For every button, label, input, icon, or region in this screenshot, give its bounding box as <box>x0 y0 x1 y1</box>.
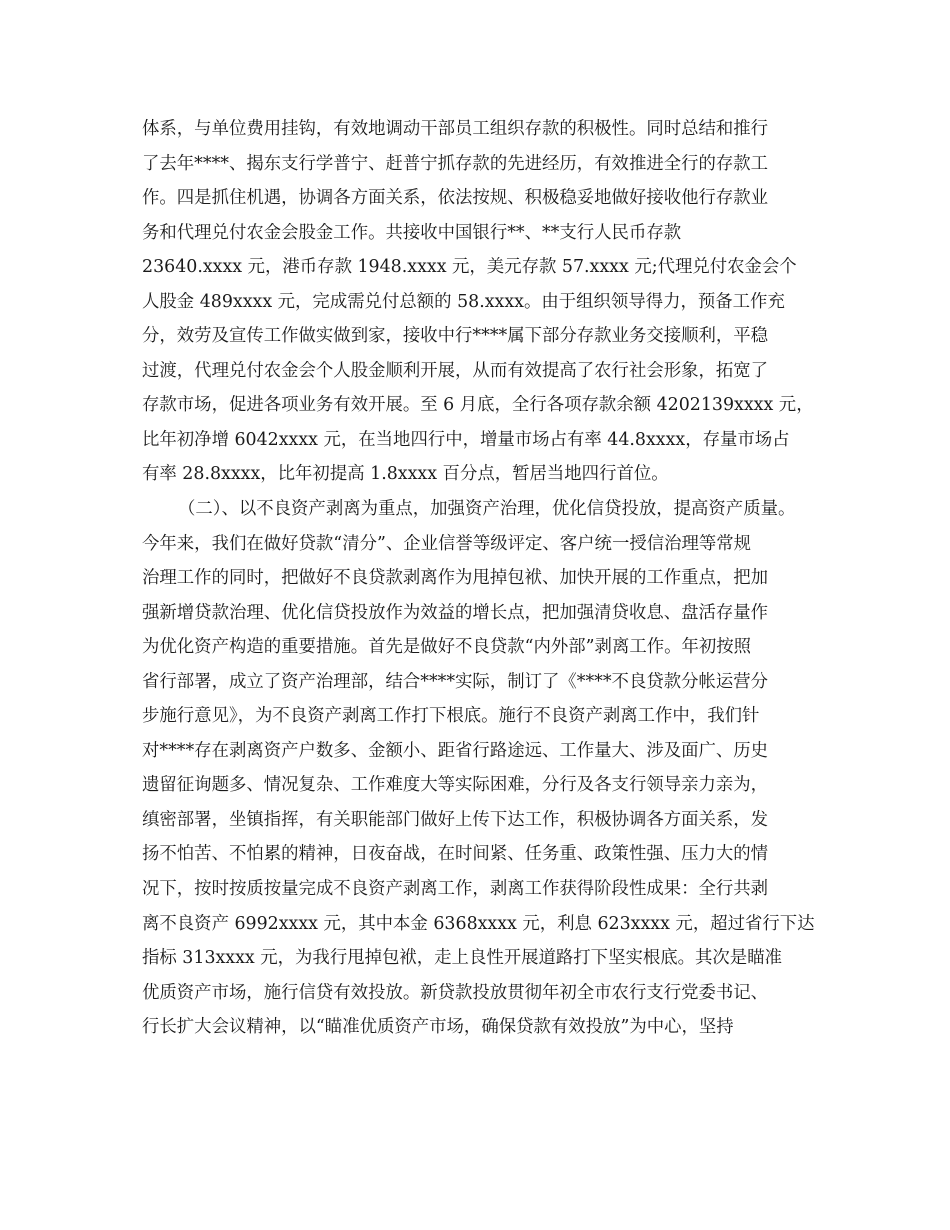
text-line: 缜密部署，坐镇指挥，有关职能部门做好上传下达工作，积极协调各方面关系，发 <box>142 809 769 830</box>
text-line: 务和代理兑付农金会股金工作。共接收中国银行**、**支行人民币存款 <box>142 222 682 243</box>
text-line: 扬不怕苦、不怕累的精神，日夜奋战，在时间紧、任务重、政策性强、压力大的情 <box>142 844 769 865</box>
text-line: 过渡，代理兑付农金会个人股金顺利开展，从而有效提高了农行社会形象，拓宽了 <box>142 360 769 381</box>
text-line: 为优化资产构造的重要措施。首先是做好不良贷款“内外部”剥离工作。年初按照 <box>142 637 752 658</box>
text-line: 体系，与单位费用挂钩，有效地调动干部员工组织存款的积极性。同时总结和推行 <box>142 119 769 139</box>
text-line: 比年初净增 6042xxxx 元，在当地四行中，增量市场占有率 44.8xxxx，存量市场占 <box>142 429 790 450</box>
text-line: 步施行意见》，为不良资产剥离工作打下根底。施行不良资产剥离工作中，我们针 <box>142 706 760 727</box>
text-line: 离不良资产 6992xxxx 元，其中本金 6368xxxx 元，利息 623xxxx 元，超过省行下达 <box>142 913 815 934</box>
body-text <box>142 112 842 1045</box>
text-line: 省行部署，成立了资产治理部，结合****实际，制订了《****不良贷款分帐运营分 <box>142 671 769 692</box>
text-line: 作。四是抓住机遇，协调各方面关系，依法按规、积极稳妥地做好接收他行存款业 <box>142 188 769 209</box>
text-line: 指标 313xxxx 元，为我行甩掉包袱，走上良性开展道路打下坚实根底。其次是瞄准 <box>142 948 782 969</box>
text-line: 遗留征询题多、情况复杂、工作难度大等实际困难，分行及各支行领导亲力亲为， <box>142 775 769 796</box>
text-line: 强新增贷款治理、优化信贷投放作为效益的增长点，把加强清贷收息、盘活存量作 <box>142 602 769 623</box>
text-line: 了去年****、揭东支行学普宁、赶普宁抓存款的先进经历，有效推进全行的存款工 <box>142 153 769 174</box>
section-heading-line: （二）、以不良资产剥离为重点，加强资产治理，优化信贷投放，提高资产质量。 <box>178 499 796 520</box>
text-line: 23640.xxxx 元，港币存款 1948.xxxx 元，美元存款 57.xxxx 元;代理兑付农金会个 <box>142 257 797 278</box>
text-line: 优质资产市场，施行信贷有效投放。新贷款投放贯彻年初全市农行支行党委书记、 <box>142 982 769 1003</box>
text-line: 存款市场，促进各项业务有效开展。至 6 月底，全行各项存款余额 4202139xxxx 元， <box>142 395 814 416</box>
text-line: 行长扩大会议精神，以“瞄准优质资产市场，确保贷款有效投放”为中心，坚持 <box>142 1017 734 1038</box>
text-line: 治理工作的同时，把做好不良贷款剥离作为甩掉包袱、加快开展的工作重点，把加 <box>142 568 769 589</box>
text-line: 分，效劳及宣传工作做实做到家，接收中行****属下部分存款业务交接顺利，平稳 <box>142 326 769 347</box>
text-line: 对****存在剥离资产户数多、金额小、距省行路途远、工作量大、涉及面广、历史 <box>142 740 769 761</box>
text-line: 今年来，我们在做好贷款“清分”、企业信誉等级评定、客户统一授信治理等常规 <box>142 533 752 554</box>
text-line: 有率 28.8xxxx，比年初提高 1.8xxxx 百分点，暂居当地四行首位。 <box>142 464 669 485</box>
text-line: 况下，按时按质按量完成不良资产剥离工作，剥离工作获得阶段性成果：全行共剥 <box>142 879 769 900</box>
text-line: 人股金 489xxxx 元，完成需兑付总额的 58.xxxx。由于组织领导得力，预备工作充 <box>142 291 785 312</box>
